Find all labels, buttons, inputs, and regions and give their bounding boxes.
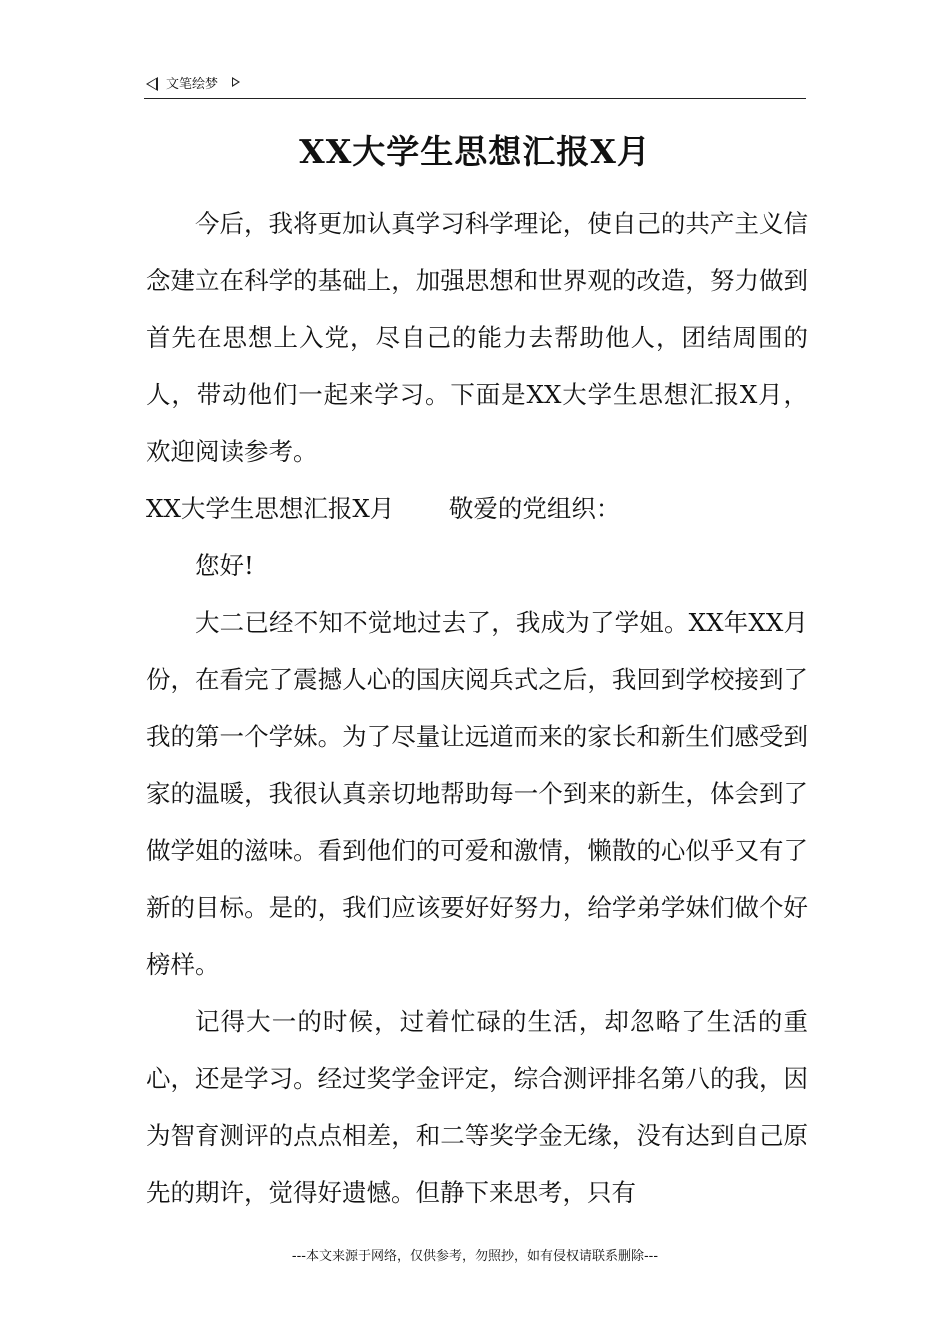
intro-paragraph: 今后，我将更加认真学习科学理论，使自己的共产主义信念建立在科学的基础上，加强思想和世界观的改造，努力做到首先在思想上入党，尽自己的能力去帮助他人，团结周围的人，带动他们一起来学习。下面是XX大学生思想汇报X月，欢迎阅读参考。 bbox=[146, 209, 808, 466]
body-paragraph-1: 大二已经不知不觉地过去了，我成为了学姐。XX年XX月份，在看完了震撼人心的国庆阅兵式之后，我回到学校接到了我的第一个学妹。为了尽量让远道而来的家长和新生们感受到家的温暖，我很认真亲切地帮助每一个到来的新生，体会到了做学姐的滋味。看到他们的可爱和激情，懒散的心似乎又有了新的目标。是的，我们应该要好好努力，给学弟学妹们做个好榜样。 bbox=[146, 608, 808, 979]
letter-subtitle: XX大学生思想汇报X月 bbox=[146, 494, 395, 523]
brand-name: 文笔绘梦 bbox=[166, 77, 219, 92]
intro-block bbox=[146, 195, 808, 480]
triangle-left-icon bbox=[146, 77, 158, 91]
greeting: 您好! bbox=[195, 551, 254, 580]
body-paragraph-2: 记得大一的时候，过着忙碌的生活，却忽略了生活的重心，还是学习。经过奖学金评定，综合测评排名第八的我，因为智育测评的点点相差，和二等奖学金无缘，没有达到自己原先的期许，觉得好遗憾。但静下来思考，只有 bbox=[146, 1007, 808, 1207]
salutation: 敬爱的党组织： bbox=[448, 494, 621, 523]
page-header bbox=[144, 74, 806, 99]
document-title: XX大学生思想汇报X月 bbox=[299, 132, 651, 171]
letter-block bbox=[146, 480, 808, 1221]
salutation-line bbox=[146, 480, 808, 537]
triangle-right-icon bbox=[232, 77, 240, 87]
footer-notice: ---本文来源于网络，仅供参考，勿照抄，如有侵权请联系删除--- bbox=[291, 1249, 659, 1264]
